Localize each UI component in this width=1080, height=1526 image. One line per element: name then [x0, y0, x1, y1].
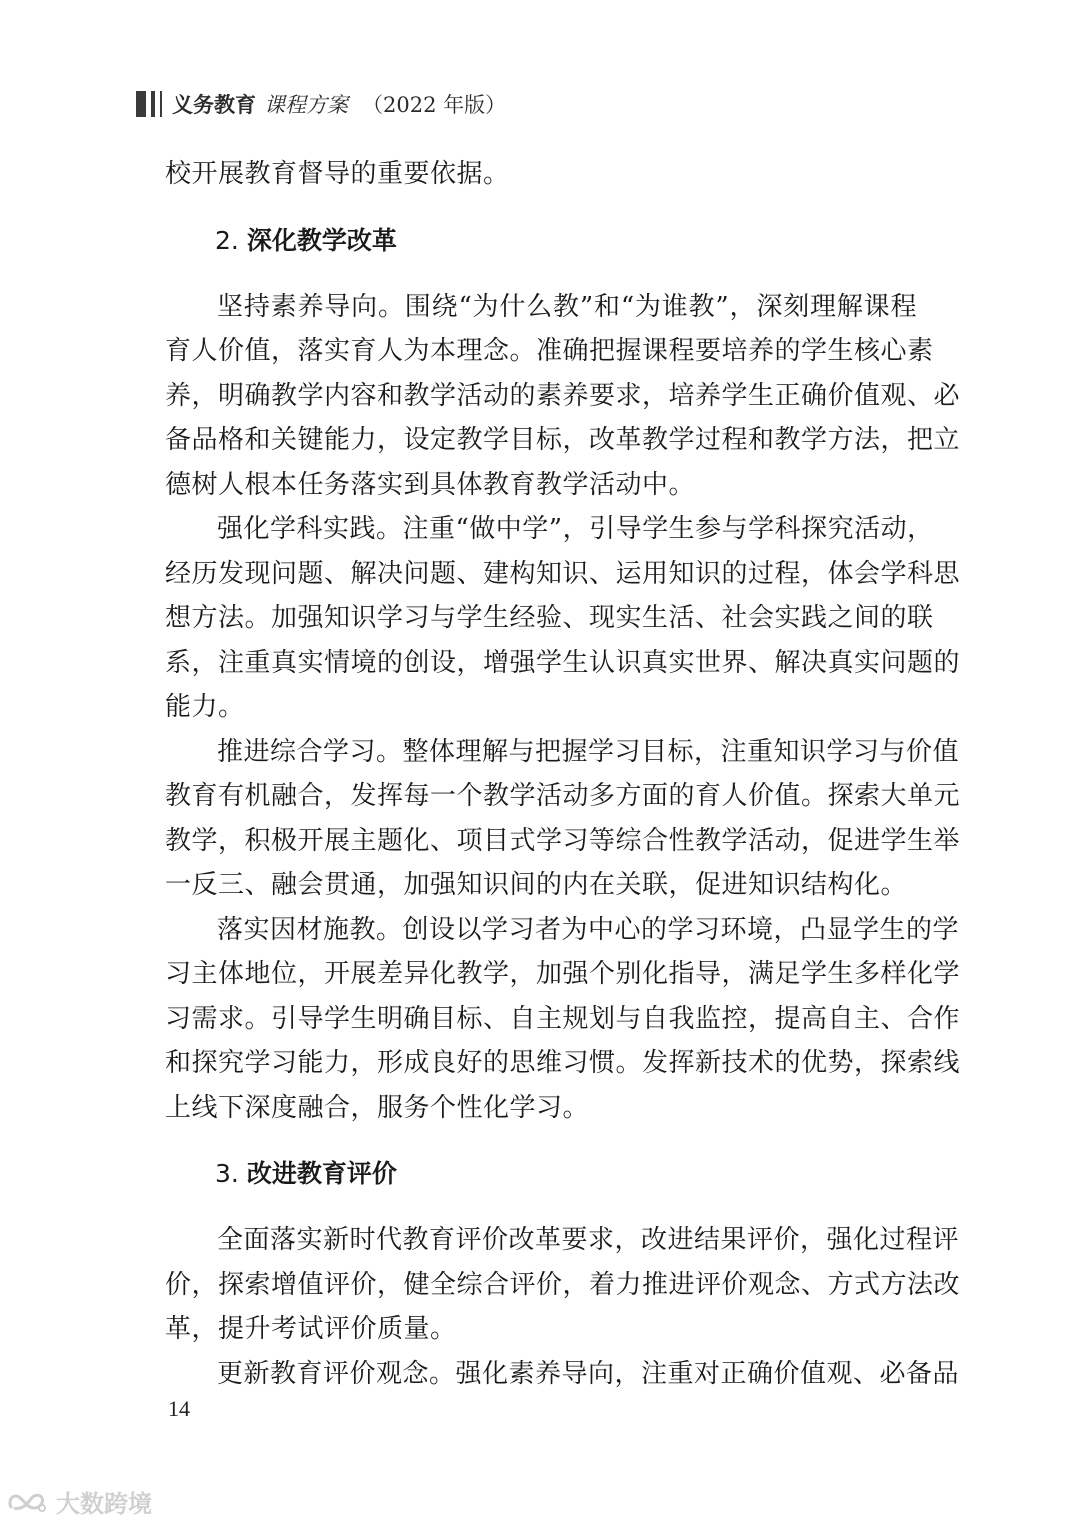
page-body: [165, 152, 961, 1396]
header-bars-icon: [136, 91, 162, 117]
text-line: 想方法。加强知识学习与学生经验、现实生活、社会实践之间的联: [165, 603, 934, 633]
text-line: 教育有机融合，发挥每一个教学活动多方面的育人价值。探索大单元: [165, 781, 961, 811]
text-line: 经历发现问题、解决问题、建构知识、运用知识的过程，体会学科思: [165, 558, 961, 589]
paragraph-5: [165, 1218, 961, 1352]
text-line: 备品格和关键能力，设定教学目标，改革教学过程和教学方法，把立: [165, 425, 961, 455]
intro-line: 校开展教育督导的重要依据。: [165, 159, 510, 189]
text-line: 革，提升考试评价质量。: [165, 1314, 457, 1344]
section-number: 3.: [215, 1159, 239, 1188]
section-number: 2.: [215, 225, 239, 255]
text-line: 和探究学习能力，形成良好的思维习惯。发挥新技术的优势，探索线: [165, 1048, 961, 1078]
text-line: 育人价值，落实育人为本理念。准确把握课程要培养的学生核心素: [165, 336, 934, 366]
paragraph-3: [165, 730, 961, 908]
text-line: 养，明确教学内容和教学活动的素养要求，培养学生正确价值观、必: [165, 380, 961, 411]
watermark: [6, 1484, 152, 1519]
header-subtitle: 课程方案: [264, 93, 348, 117]
text-line: 习主体地位，开展差异化教学，加强个别化指导，满足学生多样化学: [165, 959, 961, 989]
header-year: （2022 年版）: [362, 93, 507, 117]
infinity-logo-icon: [6, 1488, 50, 1516]
text-line: 坚持素养导向。围绕“为什么教”和“为谁教”，深刻理解课程: [217, 291, 917, 322]
text-line: 全面落实新时代教育评价改革要求，改进结果评价，强化过程评: [217, 1225, 960, 1255]
text-line: 能力。: [165, 692, 245, 722]
header-title: 义务教育: [172, 93, 256, 117]
section-heading-2: [165, 219, 917, 263]
section-title: 深化教学改革: [246, 225, 397, 255]
section-heading-3: [165, 1152, 917, 1196]
paragraph-1: [165, 285, 961, 508]
text-line: 一反三、融会贯通，加强知识间的内在关联，促进知识结构化。: [165, 870, 908, 900]
page-number: 14: [168, 1396, 190, 1421]
text-line: 教学，积极开展主题化、项目式学习等综合性教学活动，促进学生举: [165, 825, 961, 856]
text-line: 强化学科实践。注重“做中学”，引导学生参与学科探究活动，: [217, 514, 934, 544]
paragraph-2: [165, 507, 961, 730]
text-line: 更新教育评价观念。强化素养导向，注重对正确价值观、必备品: [217, 1358, 960, 1389]
text-line: 上线下深度融合，服务个性化学习。: [165, 1092, 590, 1123]
text-line: 系，注重真实情境的创设，增强学生认识真实世界、解决真实问题的: [165, 647, 961, 678]
paragraph-4: [165, 908, 961, 1131]
section-title: 改进教育评价: [246, 1159, 397, 1188]
running-header: [136, 88, 506, 120]
paragraph-6: [165, 1352, 960, 1397]
watermark-text: 大数跨境: [56, 1490, 152, 1518]
text-line: 习需求。引导学生明确目标、自主规划与自我监控，提高自主、合作: [165, 1003, 961, 1034]
text-line: 德树人根本任务落实到具体教育教学活动中。: [165, 469, 696, 500]
text-line: 价，探索增值评价，健全综合评价，着力推进评价观念、方式方法改: [165, 1269, 961, 1300]
text-line: 落实因材施教。创设以学习者为中心的学习环境，凸显学生的学: [217, 914, 960, 945]
text-line: 推进综合学习。整体理解与把握学习目标，注重知识学习与价值: [217, 736, 960, 767]
